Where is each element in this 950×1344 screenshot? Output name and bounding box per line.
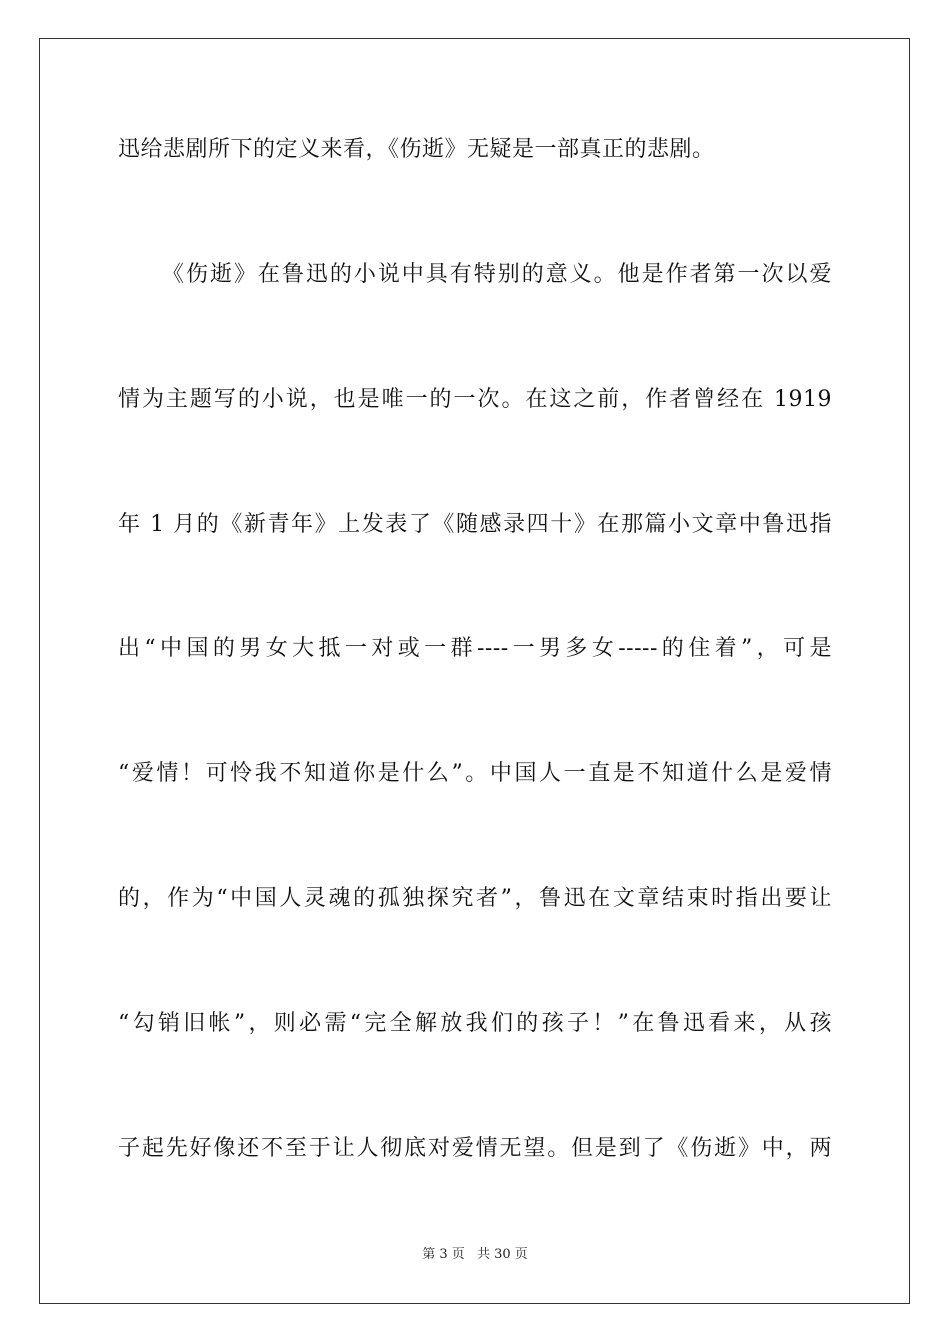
text-line-2: 《伤逝》在鲁迅的小说中具有特别的意义。他是作者第一次以爱 (162, 262, 832, 287)
text-line-3: 情为主题写的小说，也是唯一的一次。在这之前，作者曾经在 1919 (118, 387, 832, 412)
text-line-8: “勾销旧帐”，则必需“完全解放我们的孩子！”在鲁迅看来，从孩 (118, 1011, 832, 1036)
text-line-5: 出“中国的男女大抵一对或一群----一男多女-----的住着”，可是 (118, 636, 832, 661)
page-footer (0, 1246, 950, 1264)
text-line-4: 年 1 月的《新青年》上发表了《随感录四十》在那篇小文章中鲁迅指 (118, 512, 832, 537)
page-total: 共 30 页 (476, 1247, 528, 1262)
page-number: 第 3 页 (422, 1247, 465, 1262)
text-line-6: “爱情！可怜我不知道你是什么”。中国人一直是不知道什么是爱情 (118, 761, 832, 786)
text-line-7: 的，作为“中国人灵魂的孤独探究者”，鲁迅在文章结束时指出要让 (118, 886, 832, 911)
text-line-1: 迅给悲剧所下的定义来看，《伤逝》无疑是一部真正的悲剧。 (118, 137, 715, 162)
page-border (39, 38, 910, 1304)
text-line-9: 子起先好像还不至于让人彻底对爱情无望。但是到了《伤逝》中，两 (118, 1136, 832, 1161)
